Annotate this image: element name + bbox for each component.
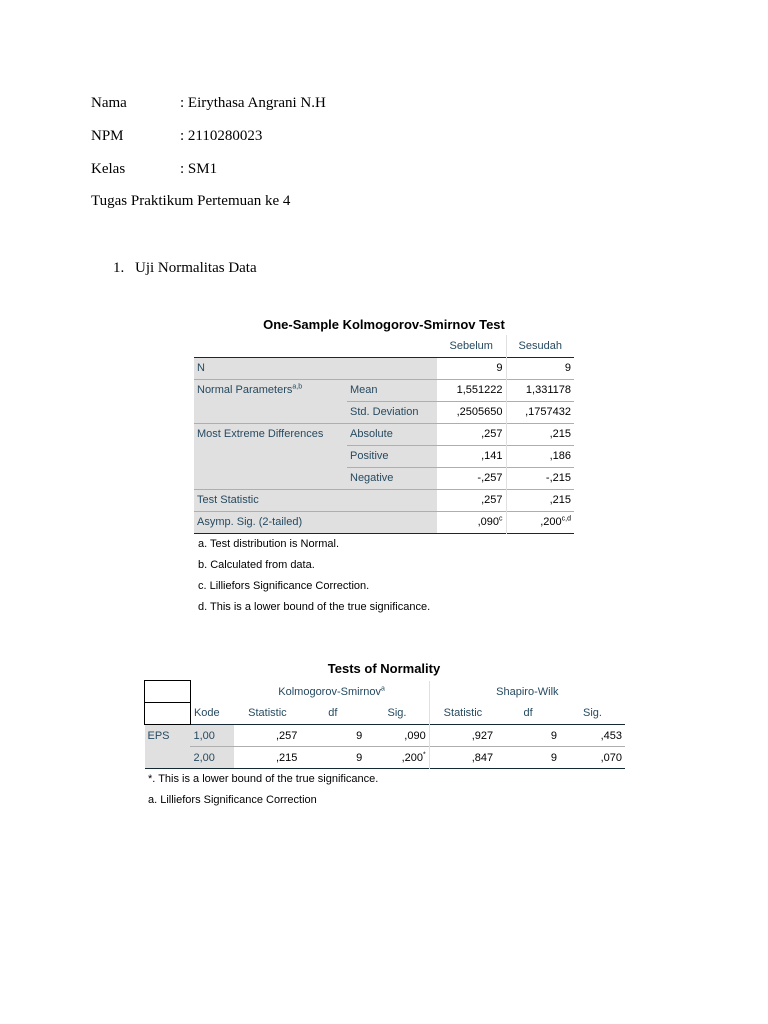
cell-value: -,215 [506, 467, 574, 489]
normality-table [144, 680, 625, 769]
list-text: Uji Normalitas Data [135, 260, 257, 276]
cell-value: 9 [550, 729, 558, 742]
row-kode: 2,00 [190, 747, 234, 769]
ks-col-sesudah: Sesudah [506, 335, 574, 357]
cell-value: ,215 [234, 747, 300, 769]
table-row [145, 725, 626, 747]
table-row [194, 445, 574, 467]
normality-footnote: a. Lilliefors Significance Correction [148, 794, 317, 806]
table-row [194, 357, 574, 379]
nama-label: Nama [91, 95, 127, 111]
ks-footnote: b. Calculated from data. [198, 559, 315, 571]
list-number: 1. [113, 260, 125, 276]
table-row [194, 379, 574, 401]
npm-label: NPM [91, 128, 124, 144]
table-row [194, 401, 574, 423]
row-sublabel: Negative [347, 467, 437, 489]
cell-value: 9 [496, 362, 503, 374]
row-label: Test Statistic [194, 489, 437, 511]
cell-value: 9 [356, 729, 363, 742]
cell-value: ,200$^{c,d}$ [506, 511, 574, 533]
group-shapiro: Shapiro-Wilk [429, 681, 625, 703]
row-variable: EPS [145, 725, 191, 747]
cell-value: ,927 [429, 725, 496, 747]
table-row [145, 747, 626, 769]
col-df: df [523, 707, 533, 720]
cell-value: ,200* [365, 747, 429, 769]
table-row [194, 467, 574, 489]
row-label: Normal Parameters$^{a,b}$ [194, 379, 347, 401]
cell-value: 1,551222 [437, 379, 506, 401]
table-row [194, 423, 574, 445]
cell-value: ,257 [275, 729, 298, 742]
cell-value: ,2505650 [437, 401, 506, 423]
table-row [194, 489, 574, 511]
cell-value: ,186 [506, 445, 574, 467]
row-label: Most Extreme Differences [194, 423, 347, 445]
ks-col-sebelum: Sebelum [449, 339, 493, 352]
col-statistic: Statistic [248, 707, 287, 720]
ks-footnote: a. Test distribution is Normal. [198, 538, 340, 550]
group-kolmogorov: Kolmogorov-Smirnov$^a$ [278, 684, 385, 698]
cell-value: ,847 [429, 747, 496, 769]
row-label: Asymp. Sig. (2-tailed) [194, 511, 437, 533]
row-sublabel: Positive [347, 445, 437, 467]
row-kode: 1,00 [190, 725, 234, 747]
cell-value: ,141 [437, 445, 506, 467]
group-header-row [145, 681, 626, 703]
normality-table-title: Tests of Normality [327, 661, 441, 676]
cell-value: ,453 [600, 729, 622, 742]
col-statistic: Statistic [429, 703, 496, 725]
list-item [113, 260, 257, 277]
cell-value: ,257 [437, 423, 506, 445]
cell-value: ,090 [404, 729, 426, 742]
normality-footnote: *. This is a lower bound of the true significance. [148, 773, 379, 785]
cell-value: ,215 [506, 423, 574, 445]
cell-value: ,070 [560, 747, 625, 769]
kelas-label: Kelas [91, 161, 126, 177]
cell-value: -,257 [437, 467, 506, 489]
cell-value: ,1757432 [506, 401, 574, 423]
col-kode: Kode [193, 707, 220, 720]
row-label: N [194, 357, 437, 379]
ks-table-title: One-Sample Kolmogorov-Smirnov Test [263, 317, 505, 332]
cell-value: 9 [496, 747, 560, 769]
row-sublabel: Std. Deviation [347, 401, 437, 423]
cell-value: ,090$^c$ [437, 511, 506, 533]
ks-test-table [194, 335, 574, 534]
row-sublabel: Mean [347, 379, 437, 401]
nama-value: : Eirythasa Angrani N.H [180, 95, 326, 111]
cell-value: 1,331178 [506, 379, 574, 401]
ks-footnote: c. Lilliefors Significance Correction. [198, 580, 370, 592]
table-row [194, 511, 574, 533]
kelas-value: : SM1 [180, 161, 218, 177]
ks-footnote: d. This is a lower bound of the true significance. [198, 601, 431, 613]
col-sig: Sig. [583, 707, 602, 720]
col-sig: Sig. [387, 707, 407, 720]
task-title: Tugas Praktikum Pertemuan ke 4 [91, 193, 291, 209]
column-header-row [145, 703, 626, 725]
cell-value: 9 [300, 747, 365, 769]
cell-value: ,257 [437, 489, 506, 511]
npm-value: : 2110280023 [180, 128, 263, 144]
cell-value: 9 [506, 357, 574, 379]
ks-header-row [194, 335, 574, 357]
cell-value: ,215 [506, 489, 574, 511]
col-df: df [328, 707, 338, 720]
row-sublabel: Absolute [347, 423, 437, 445]
